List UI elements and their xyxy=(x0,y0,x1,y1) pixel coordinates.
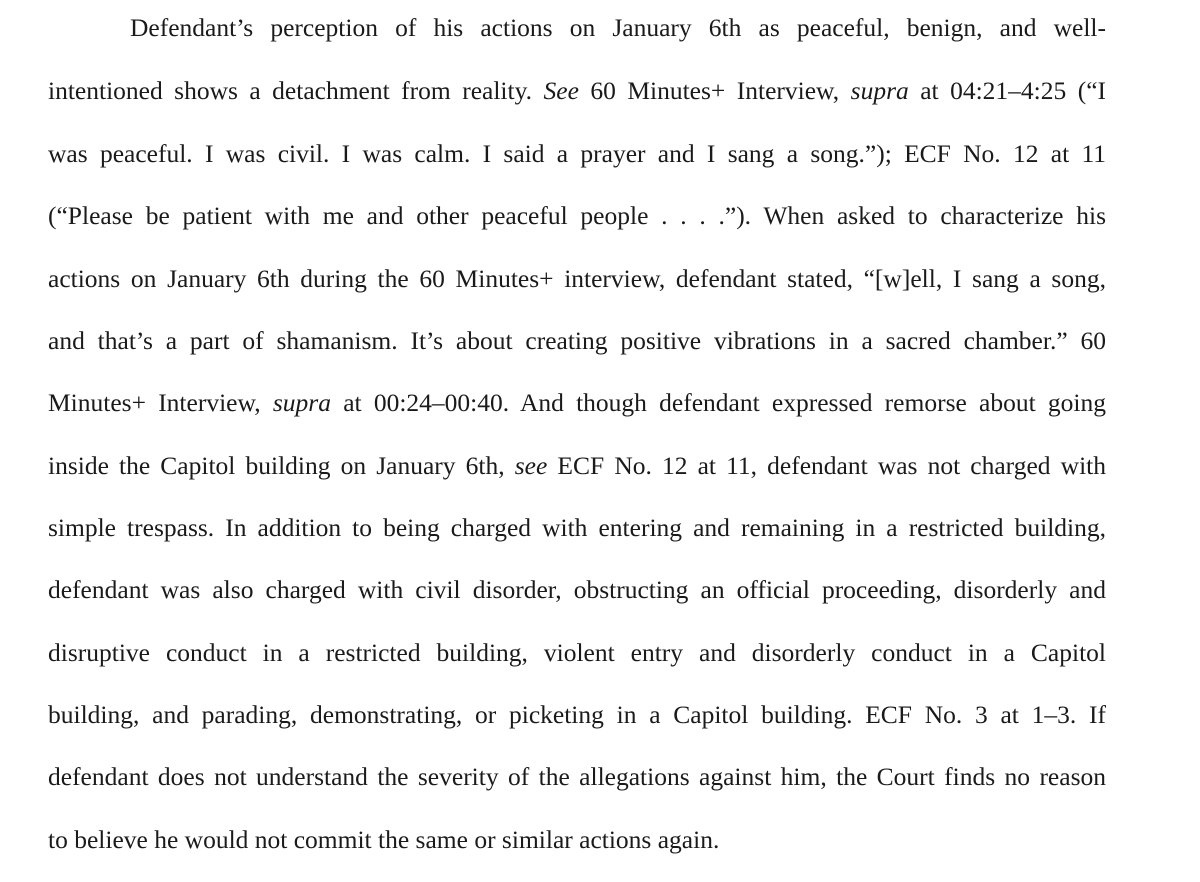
text-segment: intentioned shows a detachment from reality. xyxy=(48,76,544,105)
text-line-12 xyxy=(48,695,1106,735)
citation-signal-italic: see xyxy=(514,451,548,480)
text-segment: building, and parading, demonstrating, or picketing in a Capitol building. ECF No. 3 at 1–3. If xyxy=(48,700,1106,729)
text-line-5 xyxy=(48,259,1106,299)
text-segment: at 00:24–00:40. And though defendant expressed remorse about going xyxy=(330,388,1107,417)
text-line-6 xyxy=(48,321,1106,361)
text-segment: and that’s a part of shamanism. It’s about creating positive vibrations in a sacred chamber.” 60 xyxy=(48,326,1106,355)
text-segment: disruptive conduct in a restricted building, violent entry and disorderly conduct in a Capitol xyxy=(48,638,1106,667)
text-segment: to believe he would not commit the same or similar actions again. xyxy=(48,825,720,854)
text-segment: (“Please be patient with me and other peaceful people . . . .”). When asked to characterize his xyxy=(48,201,1106,230)
text-line-10 xyxy=(48,570,1106,610)
text-line-11 xyxy=(48,633,1106,673)
text-segment: at 04:21–4:25 (“I xyxy=(908,76,1107,105)
text-segment: defendant was also charged with civil disorder, obstructing an official proceeding, disorderly and xyxy=(48,575,1106,604)
text-segment: defendant does not understand the severity of the allegations against him, the Court finds no reason xyxy=(48,762,1106,791)
text-segment: Minutes+ Interview, xyxy=(48,388,273,417)
text-segment: Defendant’s perception of his actions on January 6th as peaceful, benign, and well- xyxy=(130,13,1106,42)
text-line-8 xyxy=(48,446,1106,486)
text-line-7 xyxy=(48,383,1106,423)
text-line-3 xyxy=(48,134,1106,174)
text-segment: 60 Minutes+ Interview, xyxy=(578,76,851,105)
citation-supra-italic: supra xyxy=(850,76,909,105)
text-segment: simple trespass. In addition to being charged with entering and remaining in a restricted building, xyxy=(48,513,1106,542)
text-segment: was peaceful. I was civil. I was calm. I said a prayer and I sang a song.”); ECF No. 12 at 11 xyxy=(48,139,1106,168)
text-line-1 xyxy=(130,8,1106,48)
text-line-2 xyxy=(48,71,1106,111)
text-segment: inside the Capitol building on January 6th, xyxy=(48,451,515,480)
text-line-9 xyxy=(48,508,1106,548)
citation-supra-italic: supra xyxy=(272,388,331,417)
text-line-13 xyxy=(48,757,1106,797)
text-segment: ECF No. 12 at 11, defendant was not charged with xyxy=(547,451,1106,480)
text-line-14 xyxy=(48,820,1106,860)
citation-signal-italic: See xyxy=(543,76,579,105)
text-line-4 xyxy=(48,196,1106,236)
text-segment: actions on January 6th during the 60 Minutes+ interview, defendant stated, “[w]ell, I sang a song, xyxy=(48,264,1106,293)
